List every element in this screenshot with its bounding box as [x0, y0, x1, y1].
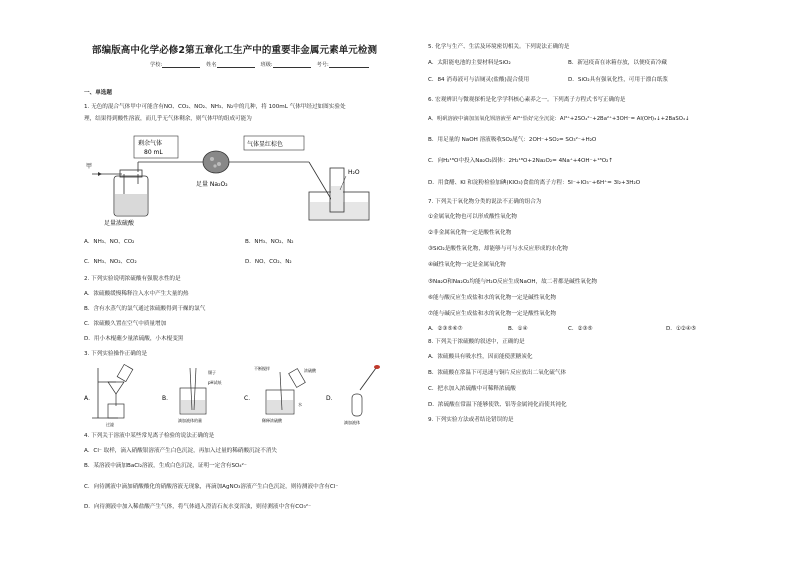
q3-fig-d-label: D．: [326, 395, 337, 402]
q7-item-3: ③SiO₂是酸性氧化物，却能够与可与水反应形成的水化物: [428, 246, 568, 252]
q2-option-d[interactable]: D．用小木棍蘸少量浓硫酸，小木棍变黑: [84, 336, 184, 342]
q7-stem: 7. 下列关于氧化物分类的说法不正确的组合为: [428, 199, 542, 205]
q5-option-d[interactable]: D．SiO₂具有强氧化性，可用于漂白纸浆: [568, 77, 668, 83]
q7-option-a[interactable]: A．②③⑤⑥⑦: [428, 326, 463, 332]
id-label: 考号:: [316, 62, 329, 68]
q7-item-7: ⑦能与碱反应生成盐和水的氧化物一定是酸性氧化物: [428, 311, 557, 317]
q6-option-c[interactable]: C．向H₂¹⁸O中投入Na₂O₂固体：2H₂¹⁸O+2Na₂O₂= 4Na⁺+4OH⁻+¹⁸O₂↑: [428, 158, 614, 164]
q1-stem-1: 1. 无色的混合气体甲中可能含有NO、CO₂、NO₂、NH₃、N₂中的几种，将 100mL 气体甲经过如图实验处: [84, 104, 346, 110]
q3-operations-figure: [84, 362, 404, 428]
q3-fig-c-label: C．: [244, 395, 255, 402]
q2-option-b[interactable]: B．含有水蒸气的氯气通过浓硫酸得到干燥的氯气: [84, 306, 206, 312]
gas-color-label: 气体显红棕色: [247, 141, 284, 148]
page-title: 部编版高中化学必修2第五章化工生产中的重要非金属元素单元检测: [92, 45, 378, 56]
section-heading: 一、单选题: [84, 90, 112, 96]
q7-option-d[interactable]: D．①②④⑤: [666, 326, 696, 332]
school-label: 学校:: [150, 62, 163, 68]
q9-stem: 9. 下列实验方法或者结论错误的是: [428, 417, 514, 423]
q3-fig-a-caption: 过滤: [106, 422, 114, 427]
q7-option-b[interactable]: B．①④: [508, 326, 528, 332]
q8-option-c[interactable]: C．把水加入浓硫酸中可稀释浓硫酸: [428, 386, 516, 392]
q3-fig-a-label: A．: [84, 395, 95, 402]
class-label: 班级:: [260, 62, 273, 68]
q4-option-b[interactable]: B．某溶液中滴加BaCl₂溶液，生成白色沉淀，证明一定含有SO₄²⁻: [84, 463, 247, 469]
q1-option-c[interactable]: C．NH₃、NO₂、CO₂: [84, 259, 137, 265]
q3-fig-c-water: 水: [298, 402, 302, 407]
q8-stem: 8. 下列关于浓硫酸的叙述中，正确的是: [428, 339, 525, 345]
q3-stem: 3. 下列实验操作正确的是: [84, 351, 148, 357]
q3-fig-b-ph-paper: pH试纸: [208, 380, 222, 385]
q7-item-6: ⑥能与酸反应生成盐和水的氧化物一定是碱性氧化物: [428, 295, 557, 301]
q5-option-b[interactable]: B．新冠疫苗在冰箱存放，以便疫苗冷藏: [568, 60, 667, 66]
q3-fig-b-caption: 滴加液体的量: [178, 418, 202, 423]
q3-fig-b-label: B．: [162, 395, 173, 402]
q6-stem: 6. 宏观辨识与微观探析是化学学科核心素养之一。下列离子方程式书写正确的是: [428, 97, 626, 103]
q2-stem: 2. 下列实验说明浓硫酸有强脱水性的是: [84, 276, 181, 282]
q1-stem-2: 理，结果得到酸性溶液，而几乎无气体剩余，则气体甲的组成可能为: [84, 116, 252, 122]
q3-fig-c-caption: 稀释浓硫酸: [262, 418, 282, 423]
remain-gas-label: 剩余气体: [138, 140, 163, 147]
name-label: 姓名: [206, 62, 217, 68]
q1-option-b[interactable]: B．NH₃、NO₂、N₂: [245, 239, 294, 245]
q4-option-a[interactable]: A．Cl⁻ 取样，滴入硝酸银溶液产生白色沉淀，再加入过量的稀硝酸沉淀不消失: [84, 448, 278, 454]
q6-option-d[interactable]: D．用食醋、KI 和淀粉检验加碘(KIO₃)食盐的离子方程：5I⁻+IO₃⁻+6H⁺= 3I₂+3H₂O: [428, 180, 641, 186]
na2o2-label: 足量 Na₂O₂: [196, 181, 228, 188]
student-info-line: [150, 61, 375, 68]
q3-fig-b-tweezers: 镊子: [208, 370, 216, 375]
q6-option-b[interactable]: B．用足量的 NaOH 溶液吸收SO₂尾气：2OH⁻+SO₂= SO₃²⁻+H₂O: [428, 137, 597, 143]
q4-stem: 4. 下列关于溶液中某些常见离子检验的说法正确的是: [84, 433, 215, 439]
h2so4-label: 足量浓硫酸: [104, 220, 135, 227]
q8-option-a[interactable]: A．浓硫酸具有吸水性，因而能使蔗糖炭化: [428, 354, 533, 360]
q1-option-d[interactable]: D．NO、CO₂、N₂: [245, 259, 292, 265]
q2-option-a[interactable]: A．浓硫酸缓慢稀释注入水中产生大量的热: [84, 291, 189, 297]
h2o-label: H₂O: [348, 169, 360, 176]
q7-item-2: ②非金属氧化物一定是酸性氧化物: [428, 230, 512, 236]
q6-option-a[interactable]: A．明矾溶液中滴加氢氧化钡溶液至 Al³⁺恰好完全沉淀：Al³⁺+2SO₄²⁻+2Ba²⁺+3OH⁻= Al(OH)₃↓+2BaSO₄↓: [428, 116, 690, 122]
q7-item-5: ⑤Na₂O和Na₂O₂均能与H₂O反应生成NaOH，故二者都是碱性氧化物: [428, 279, 598, 285]
q1-option-a[interactable]: A．NH₃、NO、CO₂: [84, 239, 135, 245]
q3-fig-c-acid: 浓硫酸: [304, 368, 316, 373]
q3-fig-d-caption: 滴加液体: [344, 420, 360, 425]
q4-option-d[interactable]: D．向待测液中加入稀盐酸产生气体，将气体通入澄清石灰水变浑浊，则待测液中含有CO₃²⁻: [84, 504, 312, 510]
q5-option-c[interactable]: C．84 消毒液可与洁厕灵(盐酸)混合使用: [428, 77, 530, 83]
q5-option-a[interactable]: A．太阳能电池的主要材料是SiO₂: [428, 60, 511, 66]
id-blank: [329, 61, 369, 68]
q1-apparatus-figure: [84, 132, 404, 232]
q2-option-c[interactable]: C．浓硫酸久置在空气中质量增加: [84, 321, 167, 327]
q4-option-c[interactable]: C．向待测液中滴加硝酸酸化的硝酸溶液无现象，再滴加AgNO₃溶液产生白色沉淀，则待测液中含有Cl⁻: [84, 484, 339, 490]
school-blank: [162, 61, 200, 68]
name-blank: [217, 61, 255, 68]
q3-fig-c-stir: 不断搅拌: [254, 366, 270, 371]
q7-option-c[interactable]: C．②③⑤: [568, 326, 593, 332]
q7-item-4: ④碱性氧化物一定是金属氧化物: [428, 262, 506, 268]
class-blank: [273, 61, 311, 68]
remain-vol-label: 80 mL: [144, 149, 163, 156]
q5-stem: 5. 化学与生产、生活及环境密切相关。下列说法正确的是: [428, 44, 570, 50]
q7-item-1: ①金属氧化物也可以形成酸性氧化物: [428, 214, 517, 220]
jia-label: 甲: [86, 163, 93, 170]
q8-option-b[interactable]: B．浓硫酸在常温下可迅速与铜片反应放出二氧化硫气体: [428, 370, 567, 376]
q8-option-d[interactable]: D．浓硫酸在常温下能够使铁、铝等金属钝化而使其钝化: [428, 402, 567, 408]
